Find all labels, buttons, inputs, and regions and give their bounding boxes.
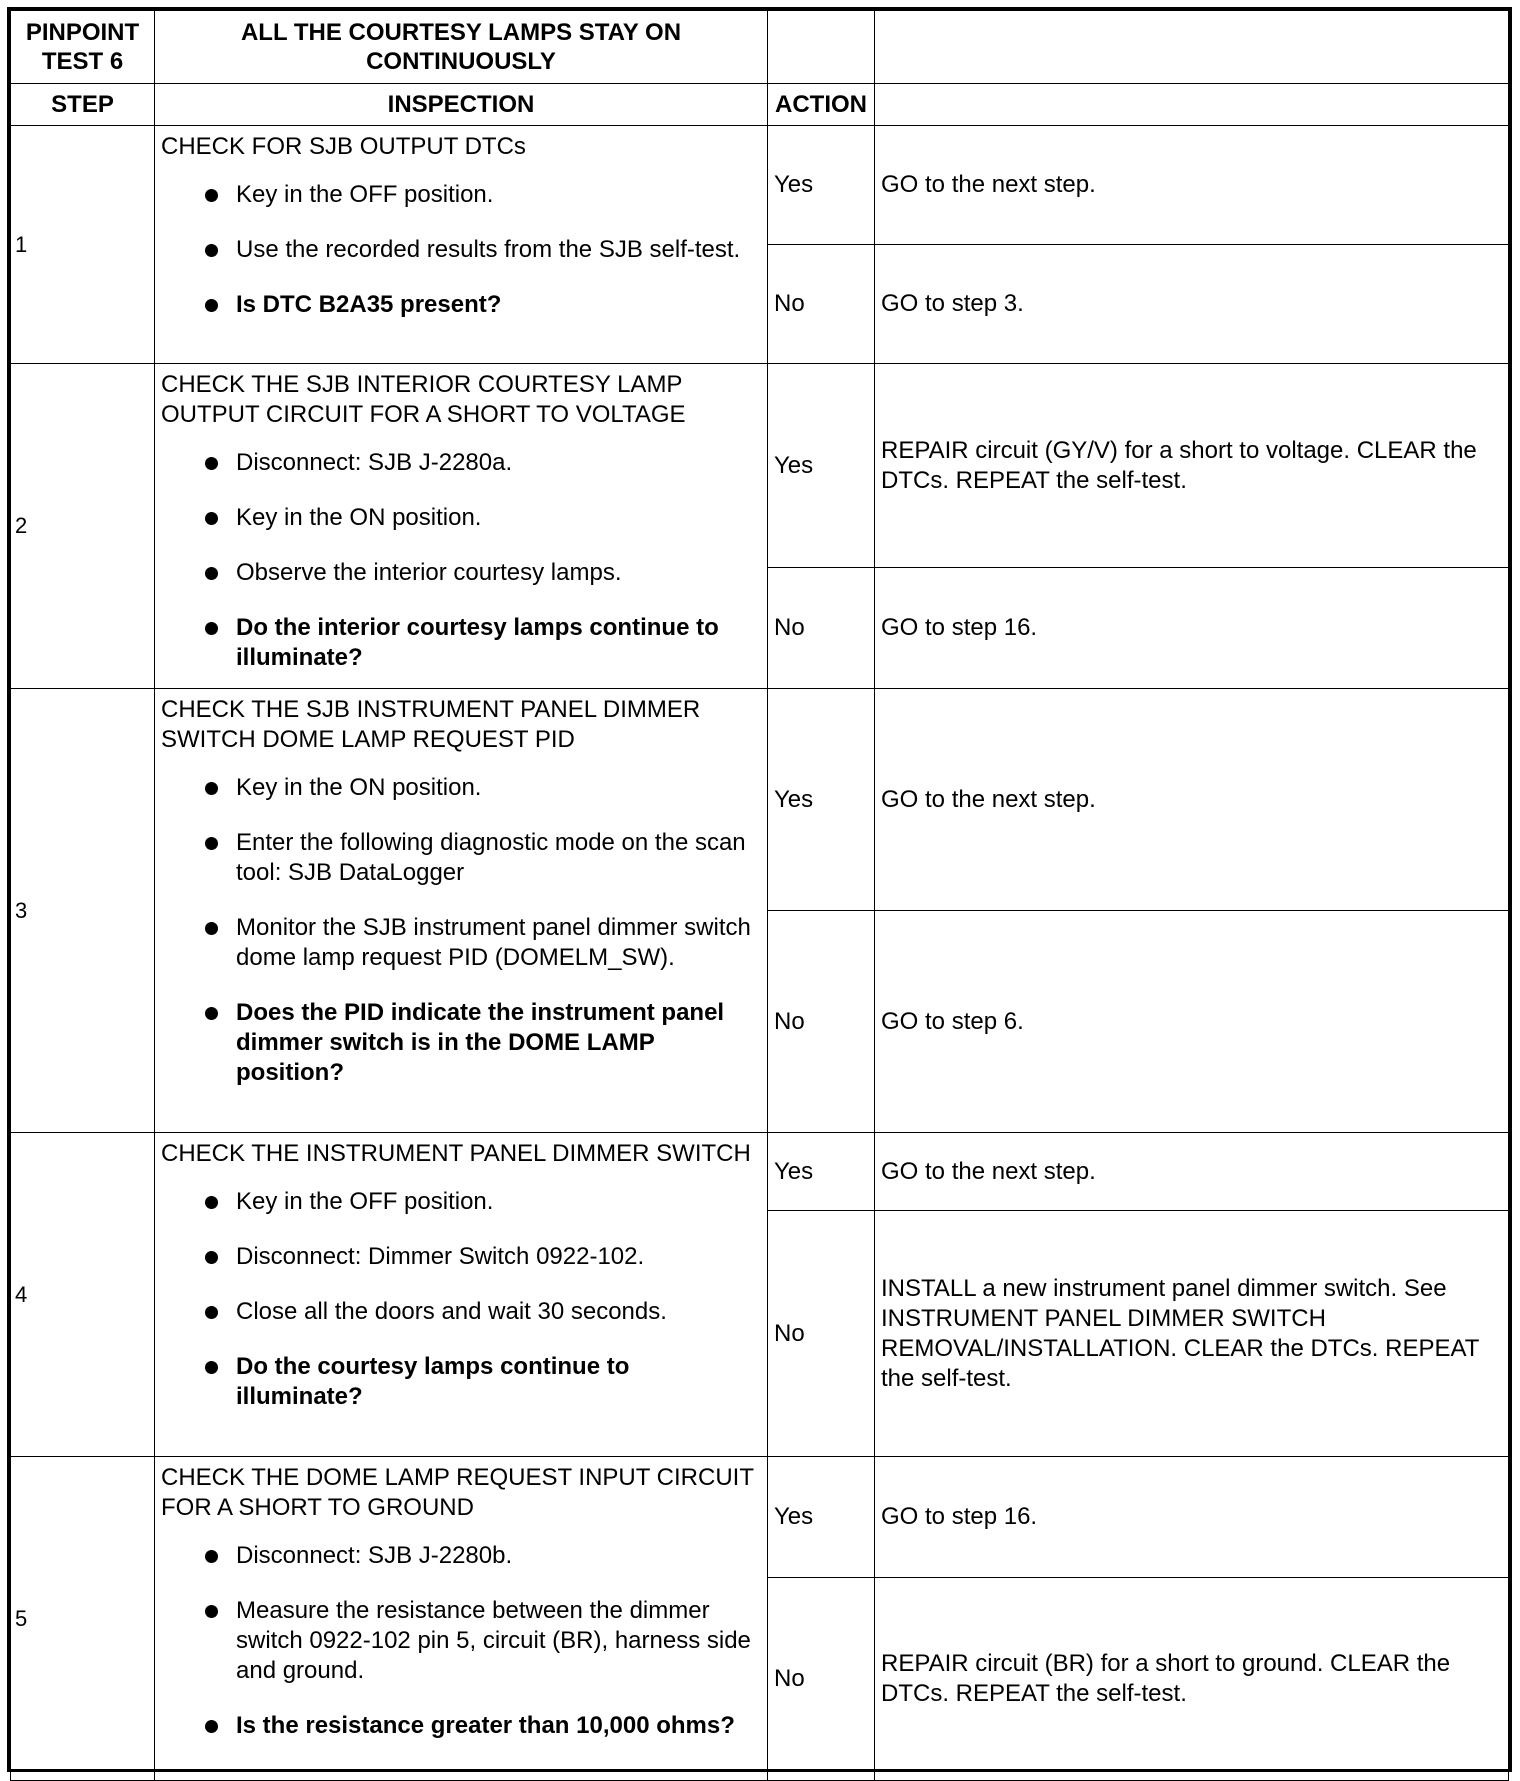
bullet-text: Observe the interior courtesy lamps.	[236, 559, 622, 586]
step-row	[11, 364, 1509, 568]
bullet-icon	[205, 567, 218, 580]
bullet-text: Does the PID indicate the instrument panel dimmer switch is in the DOME LAMP position?	[236, 999, 725, 1086]
bullet-icon	[205, 1605, 218, 1618]
answer-yes: Yes	[768, 1457, 875, 1578]
bullet-text: Is the resistance greater than 10,000 ohms?	[236, 1712, 735, 1739]
step-row	[11, 1133, 1509, 1211]
bullet-icon	[205, 837, 218, 850]
inspection-bullet	[205, 235, 757, 265]
inspection-question	[205, 290, 757, 320]
step-number: 5	[11, 1457, 155, 1781]
inspection-bullet	[205, 448, 757, 478]
inspection-title: CHECK FOR SJB OUTPUT DTCs	[161, 133, 526, 160]
answer-no: No	[768, 245, 875, 364]
bullet-text: Is DTC B2A35 present?	[236, 291, 502, 318]
bullet-text: Do the courtesy lamps continue to illuminate?	[236, 1353, 630, 1410]
answer-no: No	[768, 911, 875, 1133]
header-blank-1	[768, 11, 875, 84]
inspection-question	[205, 613, 757, 673]
column-header-blank	[875, 84, 1509, 126]
inspection-bullet	[205, 558, 757, 588]
bullet-icon	[205, 1720, 218, 1733]
bullet-icon	[205, 1361, 218, 1374]
step-row	[11, 689, 1509, 911]
bullet-text: Key in the ON position.	[236, 504, 482, 531]
step-number: 4	[11, 1133, 155, 1457]
bullet-icon	[205, 782, 218, 795]
inspection-bullet	[205, 828, 757, 888]
bullet-icon	[205, 189, 218, 202]
step-number: 1	[11, 126, 155, 364]
action-no: GO to step 16.	[875, 568, 1509, 689]
bullet-icon	[205, 1251, 218, 1264]
inspection-cell	[155, 126, 768, 364]
test-label: PINPOINT TEST 6	[11, 11, 155, 84]
answer-no: No	[768, 568, 875, 689]
inspection-cell	[155, 1133, 768, 1457]
inspection-bullet	[205, 1541, 757, 1571]
inspection-list	[161, 1541, 757, 1741]
bullet-icon	[205, 457, 218, 470]
inspection-bullet	[205, 913, 757, 973]
test-title: ALL THE COURTESY LAMPS STAY ON CONTINUOUSLY	[155, 11, 768, 84]
bullet-icon	[205, 1196, 218, 1209]
bullet-icon	[205, 244, 218, 257]
bullet-text: Key in the OFF position.	[236, 1188, 494, 1215]
inspection-bullet	[205, 180, 757, 210]
inspection-question	[205, 1352, 757, 1412]
bullet-text: Disconnect: SJB J-2280a.	[236, 449, 513, 476]
bullet-icon	[205, 622, 218, 635]
inspection-bullet	[205, 773, 757, 803]
bullet-icon	[205, 512, 218, 525]
bullet-text: Key in the ON position.	[236, 774, 482, 801]
bullet-text: Disconnect: SJB J-2280b.	[236, 1542, 513, 1569]
action-no: REPAIR circuit (BR) for a short to ground. CLEAR the DTCs. REPEAT the self-test.	[875, 1578, 1509, 1781]
answer-no: No	[768, 1578, 875, 1781]
inspection-cell	[155, 689, 768, 1133]
bullet-text: Measure the resistance between the dimmer switch 0922-102 pin 5, circuit (BR), harness side and ground.	[236, 1597, 751, 1684]
answer-no: No	[768, 1211, 875, 1457]
bullet-text: Use the recorded results from the SJB self-test.	[236, 236, 741, 263]
action-yes: GO to the next step.	[875, 126, 1509, 245]
answer-yes: Yes	[768, 126, 875, 245]
inspection-question	[205, 998, 757, 1088]
bullet-text: Key in the OFF position.	[236, 181, 494, 208]
answer-yes: Yes	[768, 1133, 875, 1211]
action-yes: REPAIR circuit (GY/V) for a short to voltage. CLEAR the DTCs. REPEAT the self-test.	[875, 364, 1509, 568]
inspection-cell	[155, 364, 768, 689]
bullet-text: Close all the doors and wait 30 seconds.	[236, 1298, 667, 1325]
step-number: 3	[11, 689, 155, 1133]
step-row	[11, 1457, 1509, 1578]
bullet-icon	[205, 1007, 218, 1020]
inspection-list	[161, 180, 757, 320]
column-header-inspection: INSPECTION	[155, 84, 768, 126]
action-yes: GO to step 16.	[875, 1457, 1509, 1578]
inspection-bullet	[205, 1297, 757, 1327]
action-yes: GO to the next step.	[875, 689, 1509, 911]
bullet-text: Do the interior courtesy lamps continue to illuminate?	[236, 614, 719, 671]
column-header-step: STEP	[11, 84, 155, 126]
inspection-cell	[155, 1457, 768, 1781]
step-number: 2	[11, 364, 155, 689]
header-blank-2	[875, 11, 1509, 84]
inspection-title: CHECK THE SJB INSTRUMENT PANEL DIMMER SWITCH DOME LAMP REQUEST PID	[161, 696, 701, 753]
bullet-icon	[205, 299, 218, 312]
bullet-text: Monitor the SJB instrument panel dimmer switch dome lamp request PID (DOMELM_SW).	[236, 914, 751, 971]
inspection-question	[205, 1711, 757, 1741]
action-yes: GO to the next step.	[875, 1133, 1509, 1211]
inspection-bullet	[205, 1242, 757, 1272]
inspection-title: CHECK THE SJB INTERIOR COURTESY LAMP OUTPUT CIRCUIT FOR A SHORT TO VOLTAGE	[161, 371, 686, 428]
inspection-list	[161, 448, 757, 673]
bullet-icon	[205, 1306, 218, 1319]
inspection-bullet	[205, 503, 757, 533]
bullet-icon	[205, 1550, 218, 1563]
action-no: INSTALL a new instrument panel dimmer switch. See INSTRUMENT PANEL DIMMER SWITCH REMOVAL/INSTALLATION. CLEAR the DTCs. REPEAT the self-test.	[875, 1211, 1509, 1457]
inspection-title: CHECK THE INSTRUMENT PANEL DIMMER SWITCH	[161, 1140, 751, 1167]
inspection-list	[161, 773, 757, 1088]
action-no: GO to step 6.	[875, 911, 1509, 1133]
column-header-action: ACTION	[768, 84, 875, 126]
inspection-bullet	[205, 1596, 757, 1686]
action-no: GO to step 3.	[875, 245, 1509, 364]
step-row	[11, 126, 1509, 245]
pinpoint-test-table	[7, 7, 1512, 1772]
answer-yes: Yes	[768, 689, 875, 911]
bullet-text: Disconnect: Dimmer Switch 0922-102.	[236, 1243, 645, 1270]
inspection-bullet	[205, 1187, 757, 1217]
inspection-title: CHECK THE DOME LAMP REQUEST INPUT CIRCUIT FOR A SHORT TO GROUND	[161, 1464, 754, 1521]
inspection-list	[161, 1187, 757, 1412]
bullet-text: Enter the following diagnostic mode on the scan tool: SJB DataLogger	[236, 829, 746, 886]
bullet-icon	[205, 922, 218, 935]
answer-yes: Yes	[768, 364, 875, 568]
